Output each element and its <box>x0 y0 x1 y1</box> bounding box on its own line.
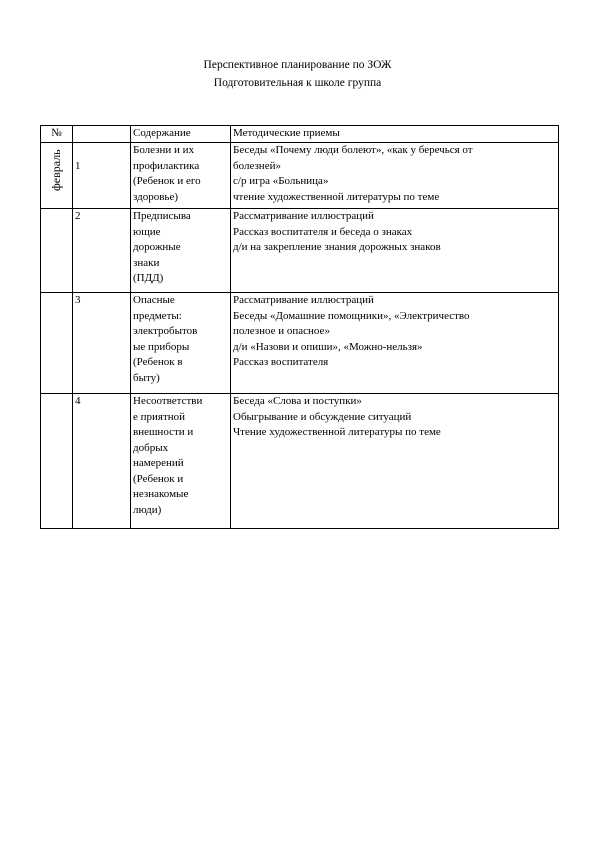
table-row <box>41 209 559 293</box>
method-line: Чтение художественной литературы по теме <box>233 426 441 438</box>
content-line: (Ребенок и <box>133 472 184 485</box>
content-line: незнакомые <box>133 488 189 500</box>
method-line: Рассматривание иллюстраций <box>233 294 374 306</box>
method-line: Рассказ воспитателя <box>233 356 329 368</box>
method-line: Беседы «Почему люди болеют», «как у беречься от <box>233 144 473 156</box>
row-content <box>131 209 231 293</box>
table-header-row <box>41 126 559 143</box>
month-cell-empty <box>41 394 73 529</box>
month-cell-empty <box>41 209 73 293</box>
content-line: ые приборы <box>133 340 190 353</box>
row-content <box>131 143 231 209</box>
row-methods <box>231 293 559 394</box>
row-methods <box>231 143 559 209</box>
month-label: февраль <box>49 149 63 191</box>
content-line: Предписыва <box>133 210 191 222</box>
table-row <box>41 143 559 209</box>
content-line: добрых <box>133 441 169 454</box>
content-line: Опасные <box>133 294 175 306</box>
row-number: 3 <box>73 293 131 394</box>
content-line: е приятной <box>133 410 186 423</box>
content-line: Болезни и их <box>133 144 195 156</box>
content-line: внешности и <box>133 426 194 438</box>
header-content: Содержание <box>131 126 231 143</box>
content-line: знаки <box>133 256 160 269</box>
content-line: намерений <box>133 457 184 469</box>
header-blank <box>73 126 131 143</box>
content-line: Несоответстви <box>133 395 203 407</box>
row-methods <box>231 394 559 529</box>
document-subtitle: Подготовительная к школе группа <box>213 77 382 89</box>
content-line: дорожные <box>133 241 181 253</box>
content-line: (Ребенок в <box>133 356 183 368</box>
content-line: люди) <box>133 503 162 516</box>
content-line: здоровье) <box>133 190 178 203</box>
header-number: № <box>41 126 73 143</box>
month-cell-empty <box>41 293 73 394</box>
content-line: (Ребенок и его <box>133 175 201 187</box>
table-row <box>41 293 559 394</box>
document-title: Перспективное планирование по ЗОЖ <box>203 59 392 71</box>
method-line: Беседа «Слова и поступки» <box>233 395 362 407</box>
method-line: д/и на закрепление знания дорожных знаков <box>233 241 441 253</box>
method-line: болезней» <box>233 159 281 172</box>
planning-table <box>40 125 559 529</box>
row-methods <box>231 209 559 293</box>
content-line: ющие <box>133 225 161 238</box>
method-line: д/и «Назови и опиши», «Можно-нельзя» <box>233 340 423 353</box>
method-line: Рассматривание иллюстраций <box>233 210 374 222</box>
content-line: электробытов <box>133 325 198 337</box>
method-line: Беседы «Домашние помощники», «Электричество <box>233 309 470 322</box>
row-content <box>131 293 231 394</box>
content-line: быту) <box>133 371 160 384</box>
row-number: 2 <box>73 209 131 293</box>
row-content <box>131 394 231 529</box>
content-line: профилактика <box>133 159 200 172</box>
row-number: 1 <box>73 143 131 209</box>
row-number: 4 <box>73 394 131 529</box>
content-line: предметы: <box>133 309 182 322</box>
method-line: Рассказ воспитателя и беседа о знаках <box>233 225 413 238</box>
month-cell <box>41 143 73 209</box>
content-line: (ПДД) <box>133 272 164 284</box>
header-methods: Методические приемы <box>231 126 559 143</box>
method-line: Обыгрывание и обсуждение ситуаций <box>233 410 412 423</box>
method-line: с/р игра «Больница» <box>233 175 329 187</box>
method-line: полезное и опасное» <box>233 325 330 337</box>
method-line: чтение художественной литературы по теме <box>233 190 440 203</box>
table-row <box>41 394 559 529</box>
